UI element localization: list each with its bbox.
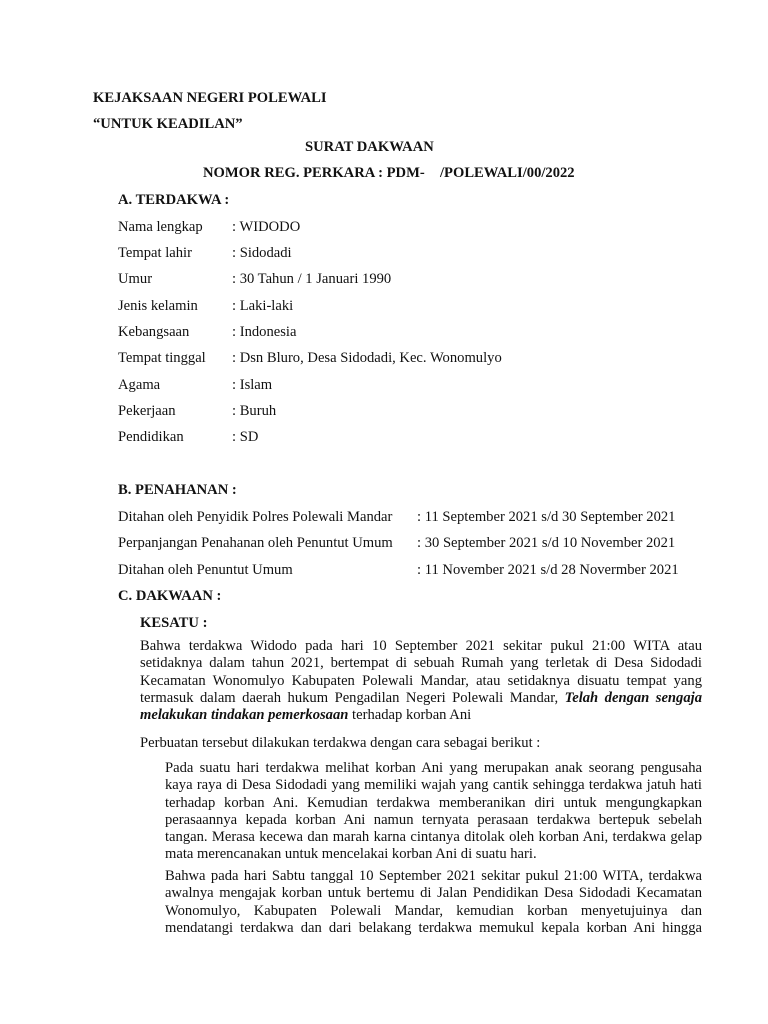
- detention-label: Ditahan oleh Penuntut Umum: [118, 562, 293, 578]
- charge-paragraph-1: [140, 638, 702, 724]
- identity-value: : Laki-laki: [232, 298, 294, 314]
- identity-label: Tempat tinggal: [118, 350, 206, 366]
- identity-value: : Buruh: [232, 403, 277, 419]
- paragraph-line: awalnya mengajak korban untuk bertemu di Jalan Pendidikan Desa Sidodadi Kecamatan: [165, 885, 702, 902]
- section-a-heading: A. TERDAKWA :: [118, 192, 230, 208]
- identity-value: : 30 Tahun / 1 Januari 1990: [232, 271, 392, 287]
- section-c-heading: C. DAKWAAN :: [118, 588, 222, 604]
- identity-label: Tempat lahir: [118, 245, 192, 261]
- motto: “UNTUK KEADILAN”: [93, 116, 243, 132]
- detention-period: : 30 September 2021 s/d 10 November 2021: [417, 535, 676, 551]
- identity-value: : WIDODO: [232, 219, 301, 235]
- identity-label: Agama: [118, 377, 161, 393]
- paragraph-line: Kecamatan Wonomulyo Kabupaten Polewali Mandar, atau setidaknya disuatu tempat yang: [140, 672, 702, 689]
- paragraph-line: [140, 707, 702, 724]
- identity-value: : Sidodadi: [232, 245, 292, 261]
- detention-period: : 11 September 2021 s/d 30 September 2021: [417, 509, 676, 525]
- paragraph-line: terhadap korban Ani. Kemudian terdakwa memberanikan diri untuk mengungkapkan: [165, 794, 702, 811]
- identity-value: : SD: [232, 429, 259, 445]
- charge-subheading: KESATU :: [140, 615, 208, 631]
- paragraph-line: kaya raya di Desa Sidodadi yang memiliki wajah yang cantik sehingga terdakwa jatuh hati: [165, 777, 702, 794]
- case-number-prefix: NOMOR REG. PERKARA : PDM-: [203, 165, 425, 181]
- paragraph-line: Wonomulyo, Kabupaten Polewali Mandar, kemudian korban menyetujuinya dan: [165, 902, 702, 919]
- paragraph-line: Bahwa pada hari Sabtu tanggal 10 September 2021 sekitar pukul 21:00 WITA, terdakwa: [165, 868, 702, 884]
- paragraph-line: perasaannya kepada korban Ani namun ternyata perasaan terdakwa bertepuk sebelah: [165, 811, 702, 828]
- paragraph-line: tangan. Merasa kecewa dan marah karna cintanya ditolak oleh korban Ani, terdakwa gelap: [165, 829, 702, 846]
- identity-label: Jenis kelamin: [118, 298, 198, 314]
- detention-period: : 11 November 2021 s/d 28 Novermber 2021: [417, 562, 679, 578]
- paragraph-text: termasuk dalam daerah hukum Pengadilan Negeri Polewali Mandar,: [140, 689, 565, 706]
- emphasis-text: Telah dengan sengaja: [564, 689, 702, 706]
- document-title: SURAT DAKWAAN: [305, 139, 434, 155]
- paragraph-text: terhadap korban Ani: [348, 707, 472, 724]
- paragraph-line: Bahwa terdakwa Widodo pada hari 10 September 2021 sekitar pukul 21:00 WITA atau: [140, 638, 702, 654]
- paragraph-line: [140, 690, 702, 707]
- identity-value: : Dsn Bluro, Desa Sidodadi, Kec. Wonomulyo: [232, 350, 502, 366]
- detention-label: Ditahan oleh Penyidik Polres Polewali Mandar: [118, 509, 393, 525]
- paragraph-line: setidaknya dalam tahun 2021, bertempat di sebuah Rumah yang terletak di Desa Sidodadi: [140, 655, 702, 672]
- identity-label: Kebangsaan: [118, 324, 190, 340]
- identity-label: Nama lengkap: [118, 219, 203, 235]
- charge-paragraph-3: [165, 760, 702, 864]
- paragraph-line: Pada suatu hari terdakwa melihat korban Ani yang merupakan anak seorang pengusaha: [165, 760, 702, 776]
- charge-paragraph-2: Perbuatan tersebut dilakukan terdakwa dengan cara sebagai berikut :: [140, 735, 541, 751]
- section-b-heading: B. PENAHANAN :: [118, 482, 237, 498]
- detention-label: Perpanjangan Penahanan oleh Penuntut Umum: [118, 535, 393, 551]
- case-number-suffix: /POLEWALI/00/2022: [440, 165, 575, 181]
- identity-value: : Indonesia: [232, 324, 297, 340]
- identity-label: Umur: [118, 271, 153, 287]
- identity-label: Pekerjaan: [118, 403, 176, 419]
- identity-label: Pendidikan: [118, 429, 184, 445]
- identity-value: : Islam: [232, 377, 273, 393]
- office-name: KEJAKSAAN NEGERI POLEWALI: [93, 90, 327, 106]
- paragraph-line: mata merencanakan untuk mencelakai korban Ani di suatu hari.: [165, 846, 537, 863]
- charge-paragraph-4: [165, 868, 702, 937]
- paragraph-line: mendatangi terdakwa dan dari belakang terdakwa memukul kepala korban Ani hingga: [165, 919, 702, 936]
- emphasis-text: melakukan tindakan pemerkosaan: [140, 707, 349, 724]
